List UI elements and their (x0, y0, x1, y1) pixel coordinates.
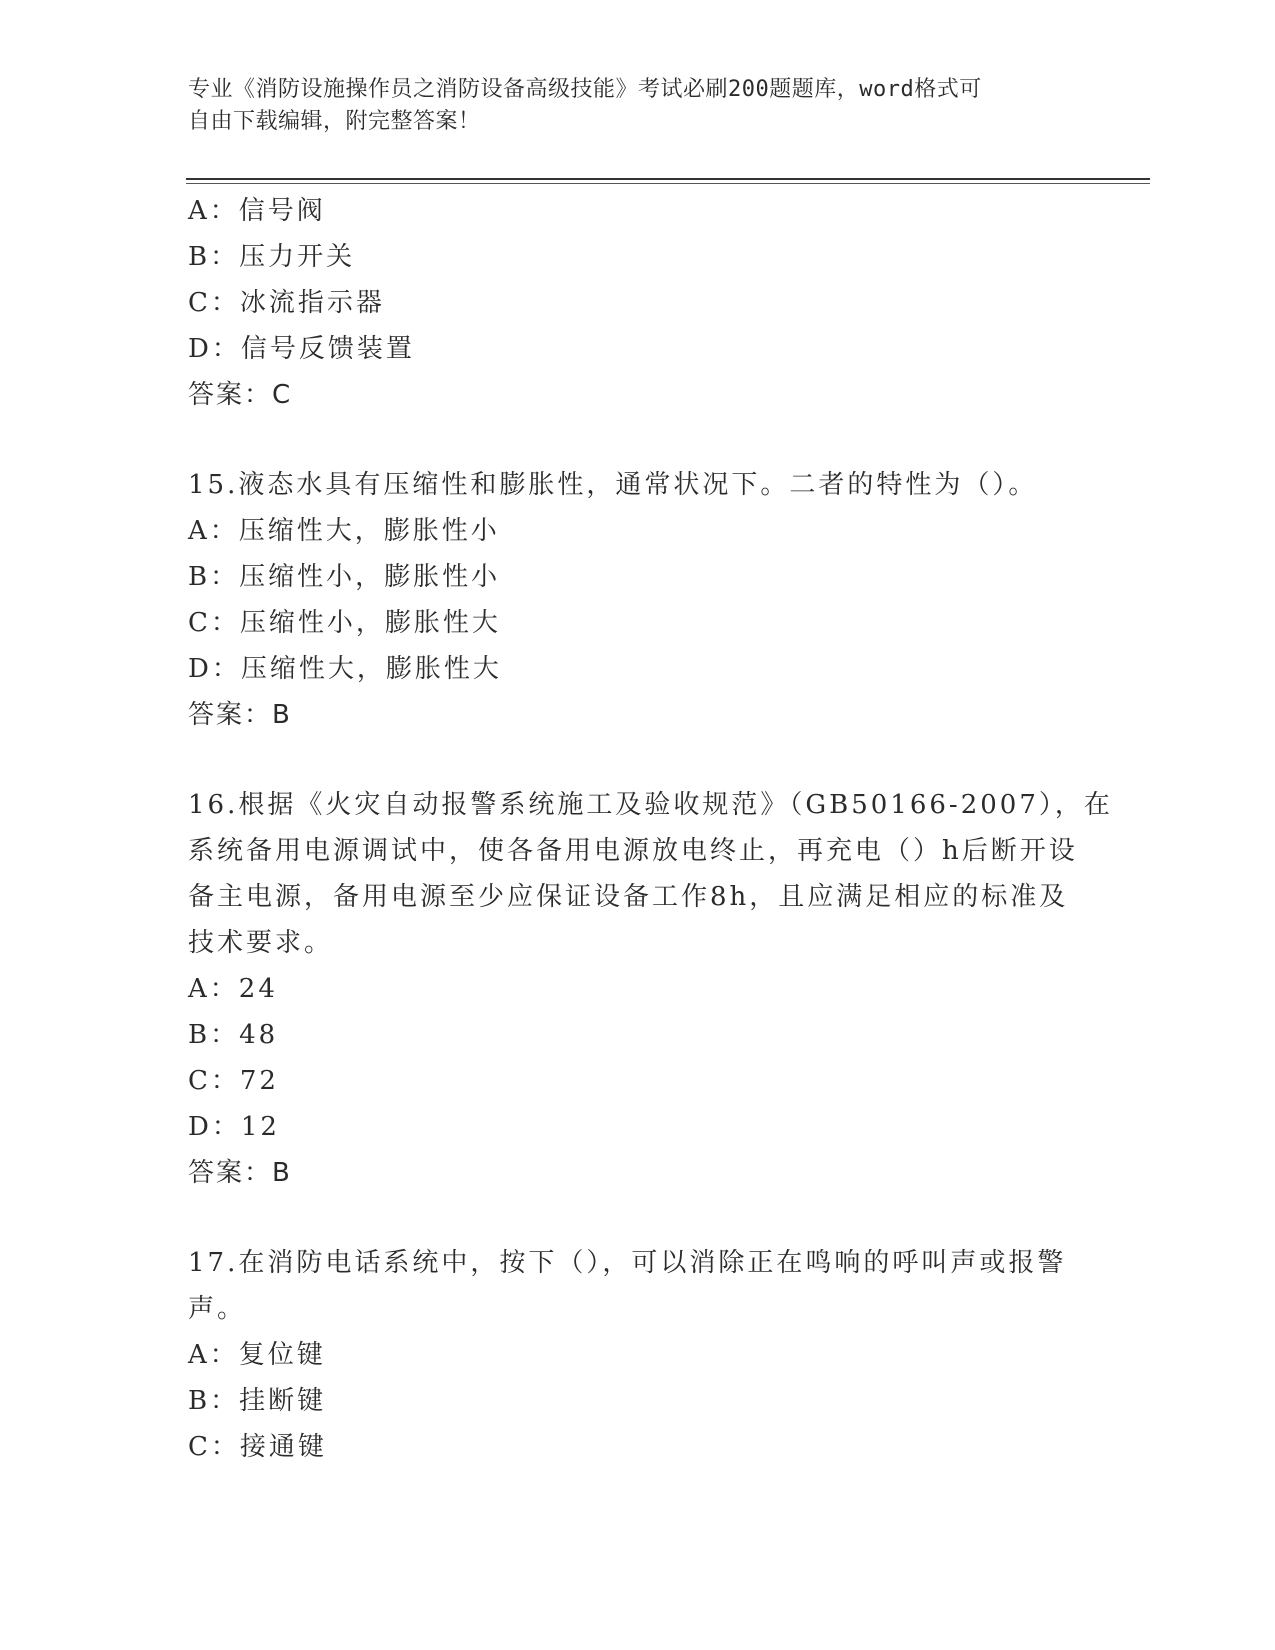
question-14 (188, 188, 1088, 418)
document-header (188, 74, 1068, 138)
question-15 (188, 462, 1088, 738)
spacer (188, 418, 1088, 462)
option-b: B：压缩性小，膨胀性小 (188, 562, 501, 592)
question-text: 15.液态水具有压缩性和膨胀性，通常状况下。二者的特性为（）。 (188, 470, 1038, 500)
option-b: B：挂断键 (188, 1386, 327, 1416)
option-d: D：信号反馈装置 (188, 334, 415, 364)
option-c: C：72 (188, 1066, 279, 1096)
question-text-line-2: 声。 (188, 1294, 247, 1324)
answer: 答案：C (188, 380, 293, 410)
option-b: B：压力开关 (188, 242, 356, 272)
answer: 答案：B (188, 1158, 292, 1188)
question-text-line-1: 17.在消防电话系统中，按下（），可以消除正在鸣响的呼叫声或报警 (188, 1248, 1067, 1278)
question-text-line-2: 系统备用电源调试中，使各备用电源放电终止，再充电（）h后断开设 (188, 836, 1078, 866)
question-text-line-3: 备主电源，备用电源至少应保证设备工作8h，且应满足相应的标准及 (188, 882, 1069, 912)
header-divider-thin (186, 183, 1150, 184)
option-a: A：复位键 (188, 1340, 326, 1370)
question-list (188, 188, 1113, 1470)
option-a: A：信号阀 (188, 196, 326, 226)
spacer (188, 1196, 1088, 1240)
header-divider (186, 178, 1150, 180)
question-16 (188, 782, 1113, 1196)
option-d: D：12 (188, 1112, 280, 1142)
spacer (188, 738, 1088, 782)
option-c: C：冰流指示器 (188, 288, 385, 318)
header-line-2: 自由下载编辑，附完整答案！ (188, 109, 481, 134)
question-text-line-1: 16.根据《火灾自动报警系统施工及验收规范》（GB50166-2007），在 (188, 790, 1113, 820)
option-a: A：24 (188, 974, 278, 1004)
question-17 (188, 1240, 1088, 1470)
header-line-1: 专业《消防设施操作员之消防设备高级技能》考试必刷200题题库，word格式可 (188, 77, 982, 102)
question-text-line-4: 技术要求。 (188, 928, 334, 958)
option-b: B：48 (188, 1020, 279, 1050)
option-a: A：压缩性大，膨胀性小 (188, 516, 500, 546)
option-c: C：接通键 (188, 1432, 327, 1462)
option-c: C：压缩性小，膨胀性大 (188, 608, 501, 638)
answer: 答案：B (188, 700, 292, 730)
option-d: D：压缩性大，膨胀性大 (188, 654, 502, 684)
